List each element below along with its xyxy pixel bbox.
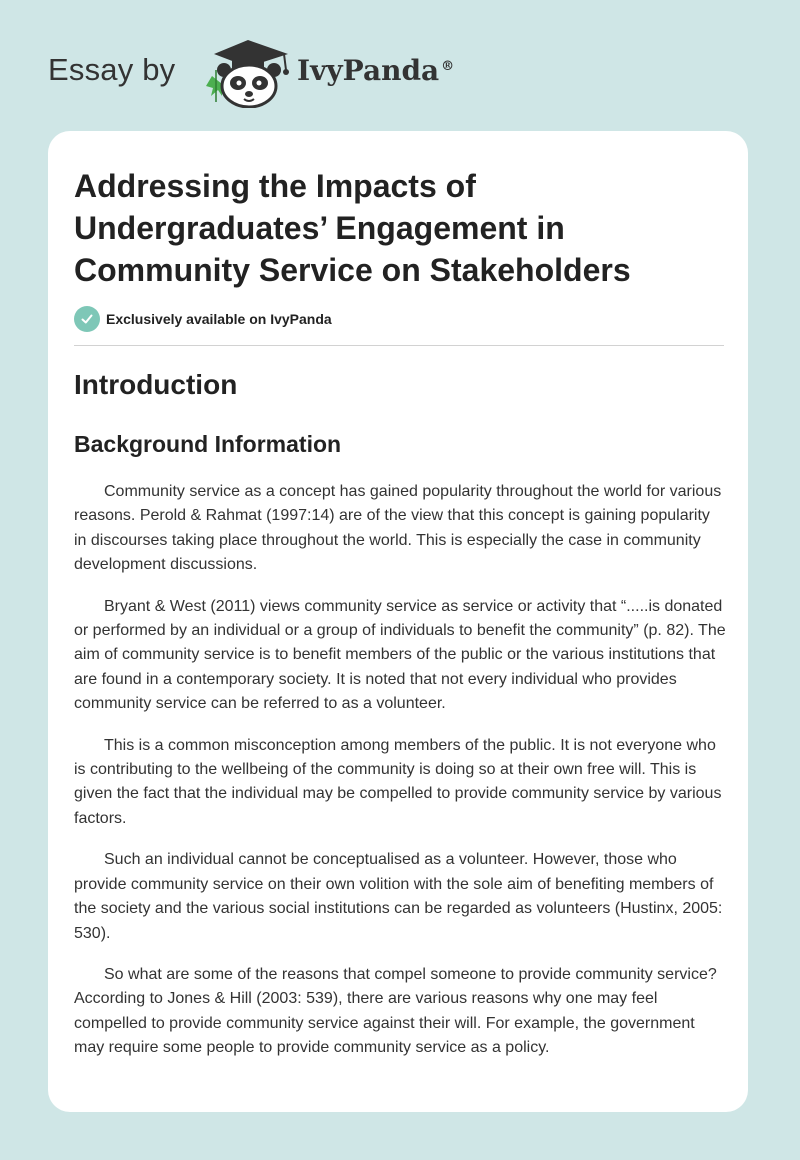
section-heading: Introduction	[74, 369, 238, 400]
essay-body	[74, 480, 726, 1078]
brand-text: IvyPanda	[297, 54, 440, 87]
site-header	[48, 36, 648, 106]
paragraph: So what are some of the reasons that compel someone to provide community service? According to Jones & Hill (2003: 539), there are various reasons why one may feel compelled to provide community service against their will. For example, the government may require some people to provide community service as a policy.	[74, 965, 717, 1057]
subsection-heading: Background Information	[74, 431, 342, 457]
paragraph: This is a common misconception among members of the public. It is not everyone who is contributing to the wellbeing of the community is doing so at their own free will. This is given the fact that the individual may be compelled to provide community service by various factors.	[74, 736, 722, 827]
check-circle-icon	[74, 306, 100, 332]
ivypanda-logo-icon[interactable]	[202, 36, 294, 108]
paragraph: Community service as a concept has gained popularity throughout the world for various reasons. Perold & Rahmat (1997:14) are of the view that this concept is gaining popularity in discourses taking place throughout the world. This is especially the case in community development discussions.	[74, 483, 722, 574]
exclusive-badge	[74, 306, 332, 332]
divider	[74, 345, 724, 346]
essay-by-label: Essay by	[48, 52, 176, 87]
essay-card	[48, 131, 748, 1112]
brand-name[interactable]	[297, 54, 454, 87]
paragraph: Bryant & West (2011) views community service as service or activity that “.....is donated or performed by an individual or a group of individuals to benefit the community” (p. 82). The aim of community service is to benefit members of the public or the various institutions that are found in a contemporary society. It is noted that not every individual who provides community service can be referred to as a volunteer.	[74, 597, 726, 713]
page-title: Addressing the Impacts of Undergraduates’ Engagement in Community Service on Stakeholders	[74, 168, 631, 288]
exclusive-badge-label: Exclusively available on IvyPanda	[106, 311, 332, 327]
registered-mark: ®	[441, 58, 455, 74]
paragraph: Such an individual cannot be conceptualised as a volunteer. However, those who provide community service on their own volition with the sole aim of benefiting members of the society and the various social institutions can be regarded as volunteers (Hustinx, 2005: 530).	[74, 851, 723, 942]
